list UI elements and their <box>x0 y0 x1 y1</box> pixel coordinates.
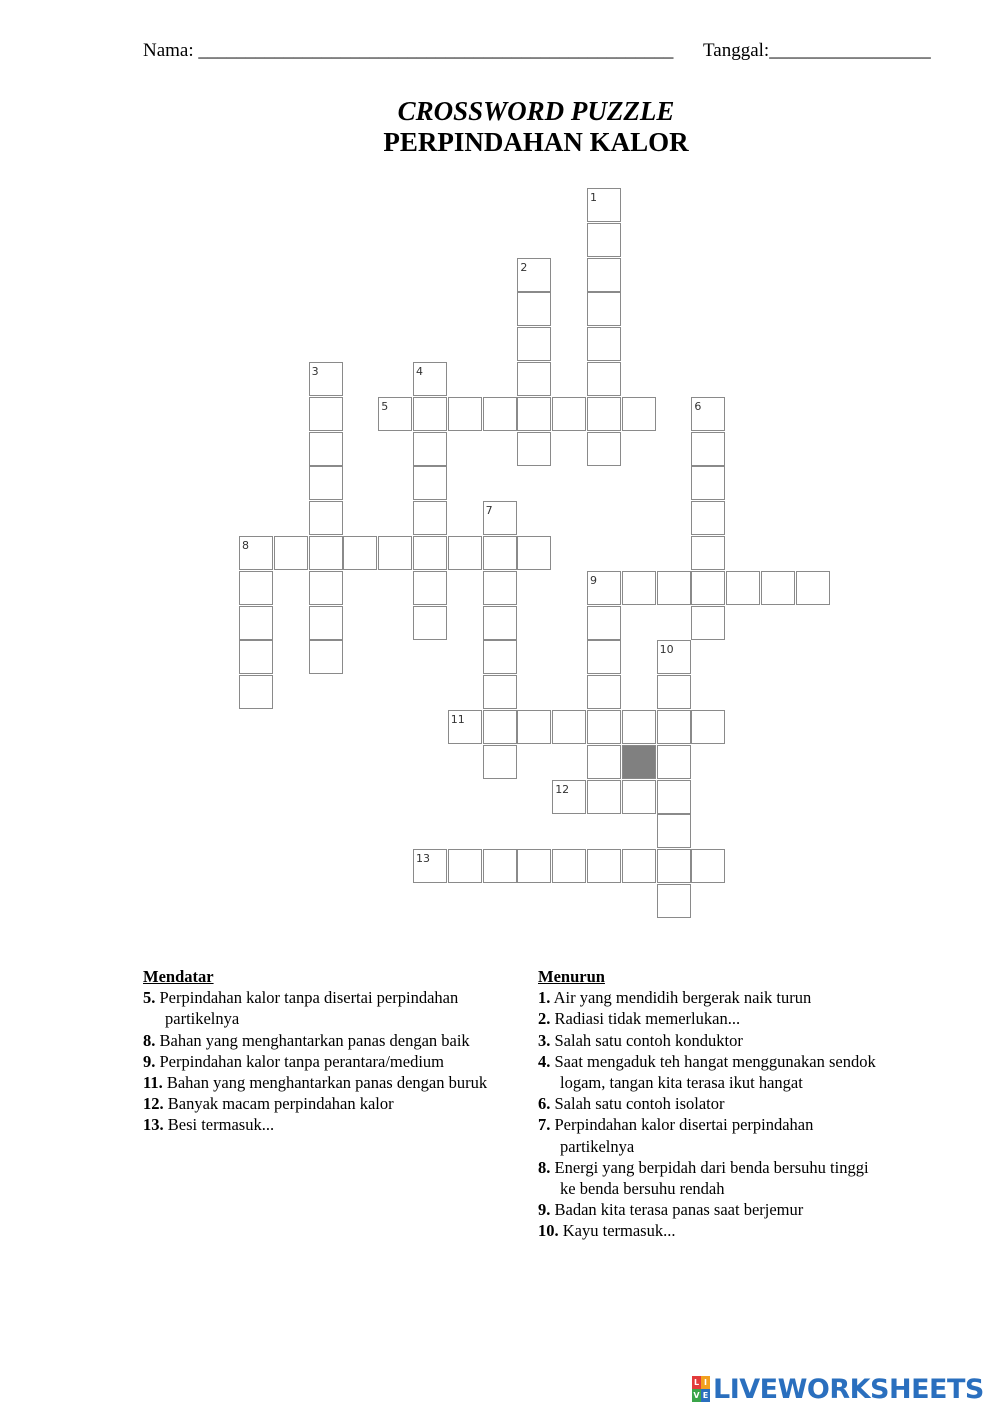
crossword-cell[interactable] <box>587 710 621 744</box>
down-clue <box>538 1114 978 1156</box>
crossword-cell[interactable] <box>691 397 725 431</box>
crossword-cell[interactable] <box>622 849 656 883</box>
crossword-cell[interactable] <box>483 397 517 431</box>
crossword-cell[interactable] <box>796 571 830 605</box>
crossword-cell[interactable] <box>239 640 273 674</box>
crossword-cell[interactable] <box>517 710 551 744</box>
down-clue <box>538 1220 978 1241</box>
clue-number: 2. <box>538 1009 551 1029</box>
crossword-cell[interactable] <box>413 571 447 605</box>
crossword-cell[interactable] <box>587 397 621 431</box>
crossword-clue-number: 4 <box>416 365 423 378</box>
crossword-cell[interactable] <box>448 536 482 570</box>
crossword-cell[interactable] <box>587 362 621 396</box>
clue-number: 1. <box>538 988 551 1008</box>
down-clue <box>538 987 978 1008</box>
crossword-cell[interactable] <box>761 571 795 605</box>
crossword-cell[interactable] <box>517 849 551 883</box>
liveworksheets-icon: L I V E <box>693 1378 709 1400</box>
crossword-cell[interactable] <box>622 397 656 431</box>
crossword-cell[interactable] <box>552 849 586 883</box>
crossword-clue-number: 13 <box>416 852 430 866</box>
crossword-cell[interactable] <box>309 606 343 640</box>
crossword-cell[interactable] <box>483 501 517 535</box>
crossword-cell[interactable] <box>448 849 482 883</box>
crossword-cell[interactable] <box>691 606 725 640</box>
crossword-cell[interactable] <box>587 606 621 640</box>
down-clue <box>538 1199 978 1220</box>
clue-number: 11. <box>143 1073 163 1093</box>
crossword-cell[interactable] <box>587 571 621 605</box>
crossword-clue-number: 9 <box>590 573 597 587</box>
clue-text: Besi termasuk... <box>167 1115 275 1135</box>
clue-number: 8. <box>143 1030 156 1050</box>
clue-text: Perpindahan kalor disertai perpindahan <box>554 1115 814 1135</box>
crossword-cell[interactable] <box>309 501 343 535</box>
clue-number: 7. <box>538 1115 551 1135</box>
clue-number: 3. <box>538 1030 551 1050</box>
crossword-clue-number: 10 <box>659 643 674 657</box>
crossword-cell[interactable] <box>483 710 517 744</box>
down-clue <box>538 1051 978 1093</box>
clue-number: 10. <box>538 1221 559 1241</box>
crossword-cell[interactable] <box>587 327 621 361</box>
crossword-cell[interactable] <box>483 849 517 883</box>
across-clues <box>143 966 533 1136</box>
crossword-cell[interactable] <box>691 501 725 535</box>
clue-text: Energi yang berpidah dari benda bersuhu tinggi <box>554 1157 869 1177</box>
crossword-cell[interactable] <box>622 571 656 605</box>
crossword-cell[interactable] <box>239 606 273 640</box>
crossword-cell[interactable] <box>517 432 551 466</box>
crossword-cell[interactable] <box>587 640 621 674</box>
crossword-cell[interactable] <box>413 606 447 640</box>
crossword-cell[interactable] <box>691 466 725 500</box>
across-clue <box>143 1093 533 1114</box>
crossword-cell[interactable] <box>413 501 447 535</box>
clue-number: 8. <box>538 1157 551 1177</box>
clue-text: Air yang mendidih bergerak naik turun <box>553 988 812 1008</box>
clue-text: Perpindahan kalor tanpa disertai perpindahan <box>159 988 459 1008</box>
down-heading: Menurun <box>538 967 605 986</box>
crossword-clue-number: 7 <box>485 504 493 518</box>
crossword-cell[interactable] <box>309 362 343 396</box>
clue-text-continued: partikelnya <box>165 1009 240 1029</box>
crossword-cell[interactable] <box>691 849 725 883</box>
crossword-cell[interactable] <box>448 397 482 431</box>
crossword-cell[interactable] <box>657 640 691 674</box>
crossword-cell[interactable] <box>309 571 343 605</box>
crossword-cell[interactable] <box>657 571 691 605</box>
clue-number: 5. <box>143 988 156 1008</box>
crossword-cell[interactable] <box>413 362 447 396</box>
clue-number: 9. <box>538 1200 551 1220</box>
crossword-cell[interactable] <box>657 745 691 779</box>
clue-text: Badan kita terasa panas saat berjemur <box>554 1200 804 1220</box>
across-clue <box>143 1030 533 1051</box>
crossword-cell[interactable] <box>413 536 447 570</box>
crossword-cell[interactable] <box>413 432 447 466</box>
crossword-cell[interactable] <box>483 606 517 640</box>
clue-text: Bahan yang menghantarkan panas dengan buruk <box>166 1073 488 1093</box>
clue-text-continued: logam, tangan kita terasa ikut hangat <box>560 1073 803 1093</box>
crossword-cell[interactable] <box>691 710 725 744</box>
clue-text-continued: partikelnya <box>560 1136 635 1156</box>
crossword-cell[interactable] <box>552 397 586 431</box>
down-clues <box>538 966 978 1242</box>
crossword-cell[interactable] <box>657 780 691 814</box>
clue-text: Saat mengaduk teh hangat menggunakan sendok <box>554 1051 876 1071</box>
across-clue <box>143 987 533 1029</box>
down-clue <box>538 1030 978 1051</box>
clue-text: Banyak macam perpindahan kalor <box>167 1094 394 1114</box>
crossword-cell[interactable] <box>483 745 517 779</box>
clue-text: Radiasi tidak memerlukan... <box>554 1009 741 1029</box>
page-title: CROSSWORD PUZZLE <box>397 96 675 126</box>
crossword-cell[interactable] <box>517 536 551 570</box>
page-subtitle: PERPINDAHAN KALOR <box>383 127 689 157</box>
crossword-cell[interactable] <box>657 675 691 709</box>
crossword-cell[interactable] <box>309 432 343 466</box>
crossword-cell[interactable] <box>239 675 273 709</box>
crossword-cell[interactable] <box>726 571 760 605</box>
crossword-cell[interactable] <box>587 432 621 466</box>
crossword-cell[interactable] <box>657 849 691 883</box>
clue-number: 12. <box>143 1094 164 1114</box>
clue-text-continued: ke benda bersuhu rendah <box>560 1179 725 1199</box>
clue-text: Salah satu contoh konduktor <box>554 1030 743 1050</box>
crossword-cell[interactable] <box>587 849 621 883</box>
crossword-cell[interactable] <box>691 571 725 605</box>
crossword-clue-number: 8 <box>242 539 249 552</box>
crossword-cell[interactable] <box>483 675 517 709</box>
clue-text: Salah satu contoh isolator <box>554 1094 725 1114</box>
crossword-cell[interactable] <box>587 780 621 814</box>
crossword-cell[interactable] <box>413 466 447 500</box>
crossword-clue-number: 6 <box>694 399 702 413</box>
logo-wordmark: LIVEWORKSHEETS <box>713 1373 984 1405</box>
date-field-label[interactable]: Tanggal:_________________ <box>703 40 931 61</box>
clue-number: 4. <box>538 1051 551 1071</box>
crossword-cell[interactable] <box>413 849 447 883</box>
crossword-cell[interactable] <box>309 466 343 500</box>
crossword-cell[interactable] <box>587 223 621 257</box>
down-clue <box>538 1093 978 1114</box>
crossword-cell[interactable] <box>657 710 691 744</box>
crossword-clue-number: 5 <box>381 399 389 413</box>
crossword-cell[interactable] <box>691 432 725 466</box>
crossword-cell[interactable] <box>552 780 586 814</box>
crossword-cell[interactable] <box>587 675 621 709</box>
crossword-cell[interactable] <box>343 536 377 570</box>
crossword-clue-number: 3 <box>311 365 319 378</box>
crossword-cell[interactable] <box>587 745 621 779</box>
crossword-cell[interactable] <box>587 188 621 222</box>
across-clue <box>143 1114 533 1135</box>
crossword-clue-number: 2 <box>520 260 528 274</box>
crossword-cell[interactable] <box>239 571 273 605</box>
crossword-cell[interactable] <box>622 780 656 814</box>
liveworksheets-logo <box>692 1374 984 1404</box>
crossword-cell[interactable] <box>517 292 551 326</box>
name-field-label[interactable]: Nama: __________________________________________________ <box>143 40 674 61</box>
crossword-blocked-cell <box>622 745 656 779</box>
clue-number: 9. <box>143 1051 156 1071</box>
crossword-cell[interactable] <box>691 536 725 570</box>
crossword-cell[interactable] <box>483 571 517 605</box>
crossword-cell[interactable] <box>517 397 551 431</box>
clue-number: 6. <box>538 1094 551 1114</box>
crossword-cell[interactable] <box>517 327 551 361</box>
crossword-cell[interactable] <box>448 710 482 744</box>
across-heading: Mendatar <box>143 967 214 986</box>
crossword-clue-number: 12 <box>555 782 570 796</box>
crossword-cell[interactable] <box>239 536 273 570</box>
crossword-cell[interactable] <box>587 258 621 292</box>
crossword-cell[interactable] <box>517 362 551 396</box>
crossword-cell[interactable] <box>657 884 691 918</box>
clue-text: Kayu termasuk... <box>562 1221 676 1241</box>
clue-number: 13. <box>143 1115 164 1135</box>
crossword-clue-number: 11 <box>450 713 465 726</box>
crossword-cell[interactable] <box>622 710 656 744</box>
crossword-cell[interactable] <box>483 640 517 674</box>
across-clue <box>143 1051 533 1072</box>
crossword-cell[interactable] <box>309 397 343 431</box>
crossword-cell[interactable] <box>309 640 343 674</box>
crossword-cell[interactable] <box>413 397 447 431</box>
crossword-cell[interactable] <box>274 536 308 570</box>
crossword-cell[interactable] <box>657 814 691 848</box>
crossword-cell[interactable] <box>517 258 551 292</box>
crossword-cell[interactable] <box>483 536 517 570</box>
down-clue <box>538 1008 978 1029</box>
down-clue <box>538 1157 978 1199</box>
crossword-cell[interactable] <box>378 536 412 570</box>
crossword-cell[interactable] <box>309 536 343 570</box>
crossword-cell[interactable] <box>587 292 621 326</box>
clue-text: Perpindahan kalor tanpa perantara/medium <box>159 1051 445 1071</box>
crossword-cell[interactable] <box>378 397 412 431</box>
across-clue <box>143 1072 533 1093</box>
crossword-cell[interactable] <box>552 710 586 744</box>
clue-text: Bahan yang menghantarkan panas dengan baik <box>159 1030 470 1050</box>
crossword-clue-number: 1 <box>590 191 597 204</box>
